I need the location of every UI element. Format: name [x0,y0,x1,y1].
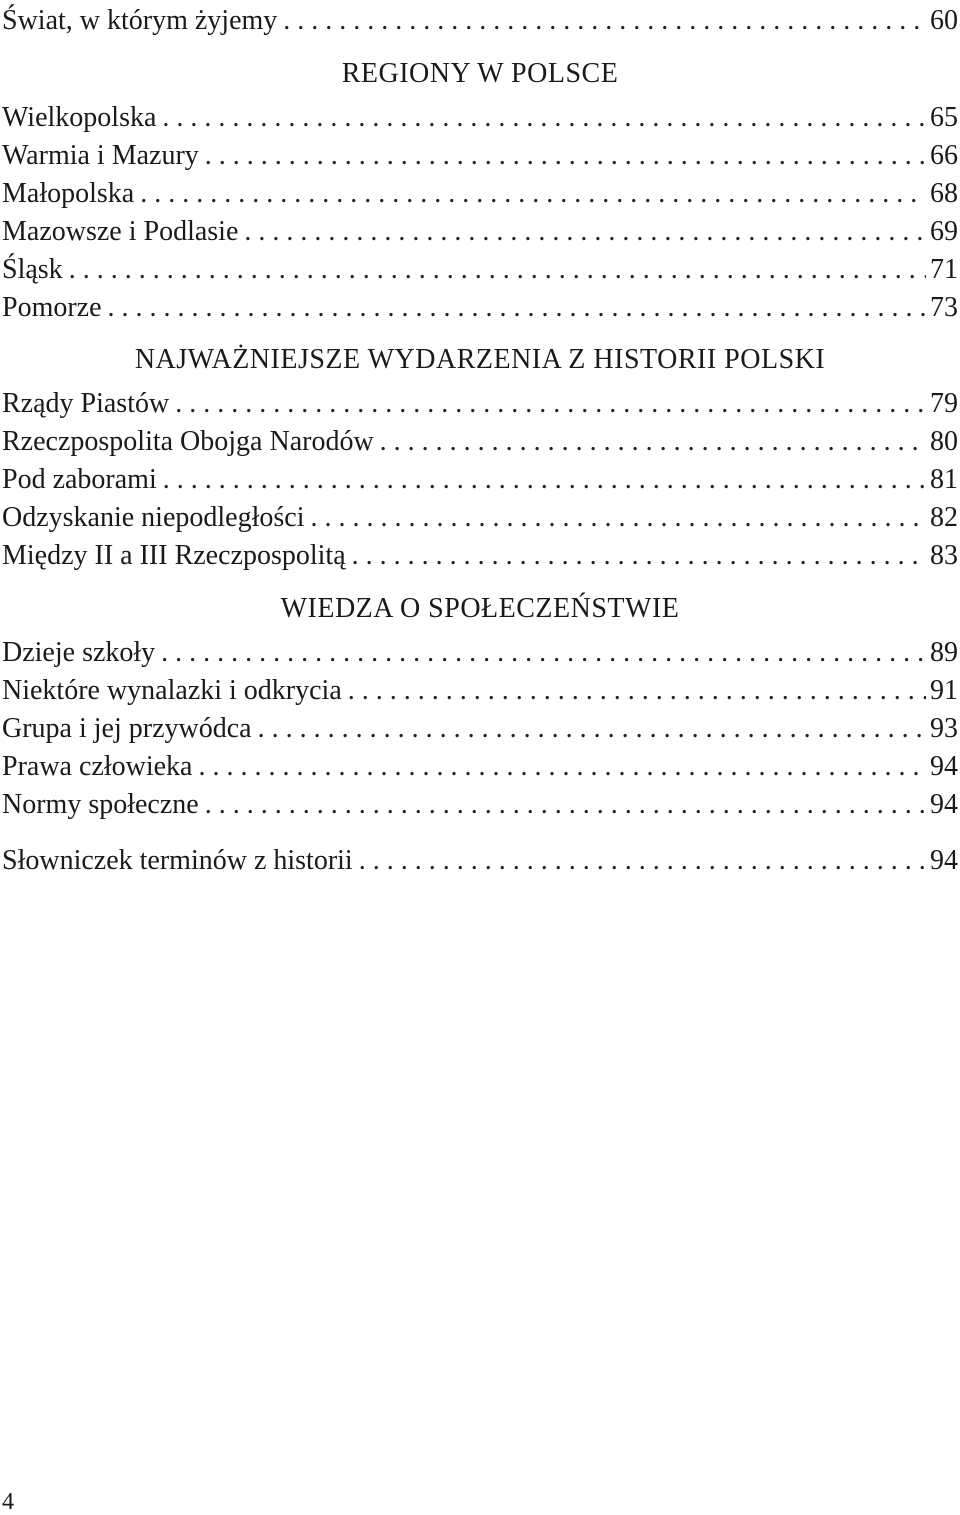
toc-entry-page: 80 [930,426,958,457]
dot-leader [161,636,926,670]
dot-leader [205,788,926,822]
toc-entry-page: 73 [930,292,958,323]
toc-entry [2,253,958,287]
dot-leader [348,674,926,708]
toc-entry [2,712,958,746]
toc-entry-title: Prawa człowieka [2,751,193,782]
dot-leader [69,253,926,287]
toc-entry-title: Świat, w którym żyjemy [2,5,278,36]
toc-entry [2,501,958,535]
dot-leader [310,501,926,535]
toc-entry [2,101,958,135]
dot-leader [352,539,926,573]
page-number: 4 [2,1489,14,1515]
dot-leader [175,387,926,421]
dot-leader [244,215,926,249]
toc-entry-title: Wielkopolska [2,102,157,133]
toc-entry [2,636,958,670]
toc-entry-title: Dzieje szkoły [2,637,156,668]
toc-entry-page: 69 [930,216,958,247]
toc-entry-page: 83 [930,540,958,571]
toc-entry [2,215,958,249]
toc-entry-page: 89 [930,637,958,668]
toc-entry-title: Pomorze [2,292,102,323]
toc-entry [2,291,958,325]
dot-leader [162,101,926,135]
toc-entry [2,788,958,822]
toc-entry-page: 93 [930,713,958,744]
dot-leader [380,425,926,459]
toc-entry [2,425,958,459]
dot-leader [108,291,926,325]
toc-entry-title: Mazowsze i Podlasie [2,216,239,247]
toc-entry-title: Śląsk [2,254,63,285]
toc-entry-page: 65 [930,102,958,133]
toc-entry-page: 94 [930,845,958,876]
toc-entry-page: 94 [930,751,958,782]
toc-entry-title: Pod zaborami [2,464,157,495]
dot-leader [359,844,926,878]
dot-leader [140,177,926,211]
toc-entry-page: 81 [930,464,958,495]
toc-entry-page: 82 [930,502,958,533]
toc-entry-page: 94 [930,789,958,820]
toc-entry-title: Małopolska [2,178,135,209]
dot-leader [198,750,926,784]
toc-entry [2,844,958,878]
toc-entry [2,463,958,497]
toc-entry-title: Odzyskanie niepodległości [2,502,305,533]
toc-entry-page: 60 [930,5,958,36]
section-heading: WIEDZA O SPOŁECZEŃSTWIE [280,593,680,624]
toc-entry-title: Między II a III Rzeczpospolitą [2,540,346,571]
toc-entry-page: 66 [930,140,958,171]
dot-leader [163,463,926,497]
toc-entry-title: Warmia i Mazury [2,140,199,171]
toc-entry-page: 79 [930,388,958,419]
toc-entry [2,674,958,708]
toc-entry-title: Normy społeczne [2,789,199,820]
section-heading: NAJWAŻNIEJSZE WYDARZENIA Z HISTORII POLSKI [134,344,826,375]
toc-entry-page: 68 [930,178,958,209]
toc-entry-title: Rządy Piastów [2,388,170,419]
dot-leader [283,4,926,38]
section-heading: REGIONY W POLSCE [341,58,619,89]
toc-entry [2,177,958,211]
toc-entry [2,4,958,38]
toc-entry-title: Słowniczek terminów z historii [2,845,353,876]
toc-entry-page: 91 [930,675,958,706]
toc-entry-title: Niektóre wynalazki i odkrycia [2,675,342,706]
toc-entry-page: 71 [930,254,958,285]
toc-entry-title: Rzeczpospolita Obojga Narodów [2,426,374,457]
toc-entry [2,750,958,784]
dot-leader [258,712,926,746]
toc-entry-title: Grupa i jej przywódca [2,713,252,744]
toc-entry [2,139,958,173]
toc-entry [2,387,958,421]
dot-leader [205,139,926,173]
toc-entry [2,539,958,573]
